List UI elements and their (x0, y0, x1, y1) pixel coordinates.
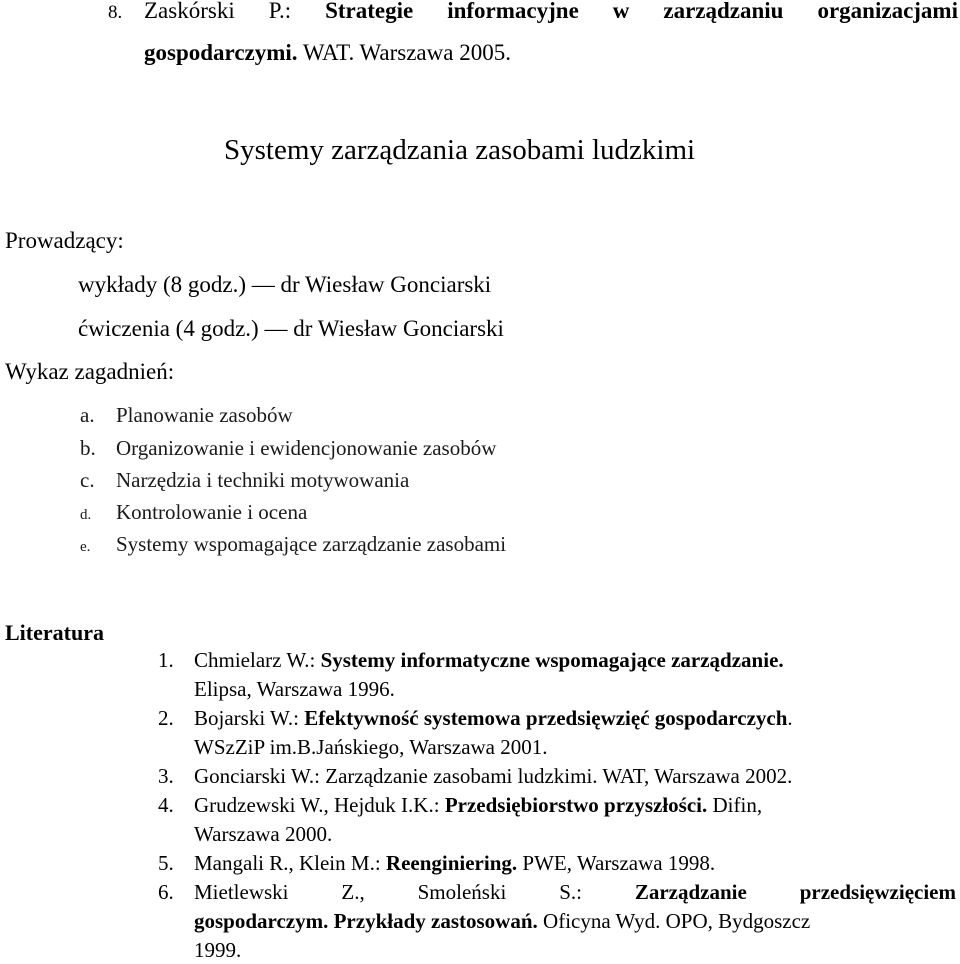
list-item-continuation: Elipsa, Warszawa 1996. (194, 677, 395, 701)
prev-item-line2: gospodarczymi. WAT. Warszawa 2005. (144, 40, 511, 65)
list-item-continuation: 1999. (194, 938, 242, 962)
list-item: a. Planowanie zasobów (80, 403, 293, 427)
list-item: 5. Mangali R., Klein M.: Reenginiering. PWE, Warszawa 1998. (158, 851, 716, 875)
list-item-continuation: Warszawa 2000. (194, 822, 333, 846)
list-item-continuation: WSzZiP im.B.Jańskiego, Warszawa 2001. (194, 735, 548, 759)
list-number: 8. (108, 2, 123, 23)
list-item: 6. Mietlewski Z., Smoleński S.: Zarządzanie przedsięwzięciem (158, 880, 956, 904)
list-item: 2. Bojarski W.: Efektywność systemowa przedsięwzięć gospodarczych. (158, 706, 793, 730)
list-item: 1. Chmielarz W.: Systemy informatyczne wspomagające zarządzanie. (158, 648, 784, 672)
topics-heading: Wykaz zagadnień: (5, 359, 175, 384)
list-item: 4. Grudzewski W., Hejduk I.K.: Przedsiębiorstwo przyszłości. Difin, (158, 793, 763, 817)
lectures-line: wykłady (8 godz.) — dr Wiesław Gonciarski (78, 272, 492, 297)
list-item: e. Systemy wspomagające zarządzanie zasobami (80, 532, 507, 556)
literature-heading: Literatura (5, 620, 104, 645)
exercises-line: ćwiczenia (4 godz.) — dr Wiesław Gonciarski (78, 316, 504, 341)
list-item: b. Organizowanie i ewidencjonowanie zasobów (80, 436, 497, 460)
lecturers-heading: Prowadzący: (5, 228, 124, 253)
list-item: c. Narzędzia i techniki motywowania (80, 468, 410, 492)
list-item-continuation: gospodarczym. Przykłady zastosowań. Oficyna Wyd. OPO, Bydgoszcz (194, 909, 811, 933)
list-item: d. Kontrolowanie i ocena (80, 500, 308, 524)
list-item: 3. Gonciarski W.: Zarządzanie zasobami ludzkimi. WAT, Warszawa 2002. (158, 764, 793, 788)
section-title: Systemy zarządzania zasobami ludzkimi (224, 134, 696, 166)
prev-item-line1: Zaskórski P.: Strategie informacyjne w zarządzaniu organizacjami (144, 0, 958, 23)
